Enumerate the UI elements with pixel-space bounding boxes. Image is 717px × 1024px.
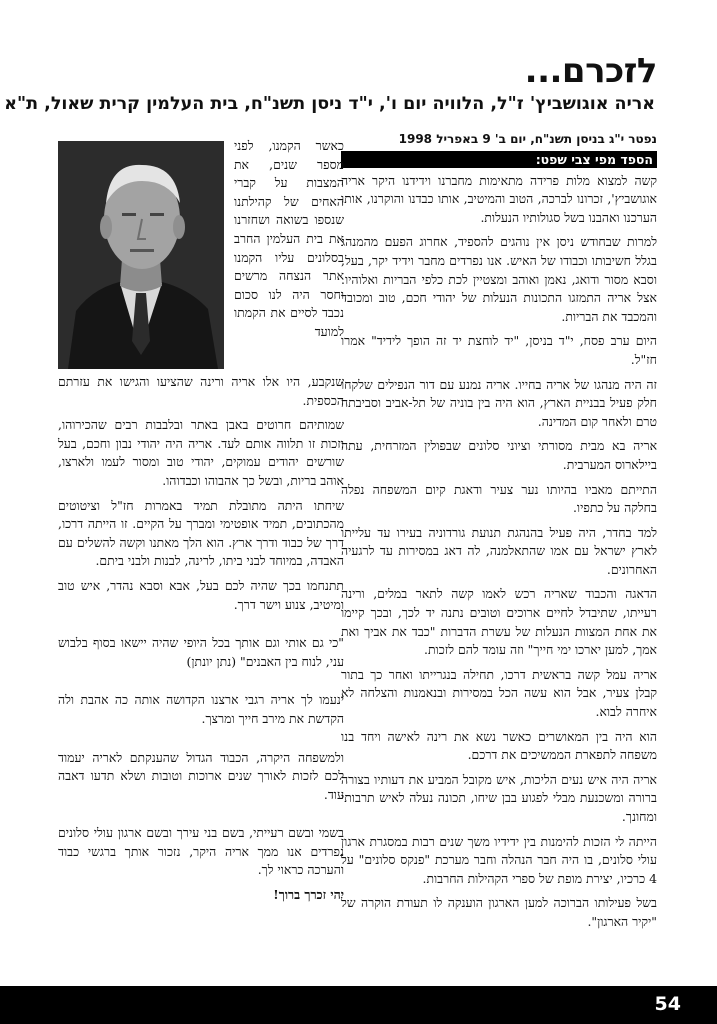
portrait-image: [58, 141, 224, 369]
paragraph: הדאגה והכבוד שאריה רכש לאמו קשה לתאר במלים, ורינה רעייתו, שתיבדל לחיים ארוכים וטובים נתנה יד לכך, ובכך קיימו את אחת המצוות הנעלות של עשרת הדברות "כבד את אביך ואת אמך, למען יארכו ימי חייך" וזה עומד להם לזכות.: [341, 586, 657, 658]
paragraph: שיחתו היתה מתובלת תמיד באמרות חז"ל וציטוטים מהכתובים, תמיד אופטימי ומברך על הקיים. זו הייתה דרכו, דרך של כבוד ודרך ארץ. הוא הלך מאתנו וקשה להשלים עם האבדה, במיוחד לבני ביתו, לרינה, לבנות ולבני ביתם.: [58, 497, 344, 569]
paragraph: אריה היה איש נעים הליכות, איש מקובל המביע את דעותיו בצורה ברורה ומשכנעת מבלי לפגוע בבן שיחו, תכונה נעלה לאיש תרבותי ומחונך.: [341, 771, 657, 824]
paragraph: שנקבע, היו אלו אריה ורינה שהציעו והגישו את עזרתם הכספית.: [58, 374, 344, 408]
paragraph: אריה עמל קשה בראשית דרכו, תחילה בנגרייתו ואחר כך בתור קבלן צעיר, אבל הוא עשה הכל במסירות ובנאמנות והצלחה לא איחרה לבוא.: [341, 666, 657, 720]
paragraph: זה היה מנהגו של אריה בחייו. אריה נמנע עם דור הנפילים שלקחו חלק פעיל בבניית הארץ, הוא היה בין בוניה של תל-אביב וסביבתה טרם ולאחר קום המדינה.: [341, 376, 657, 429]
portrait-photo: [58, 141, 224, 369]
paragraph: ינעמו לך אריה רגבי ארצנו הקדושה אותה כה אהבת ולה הקדשת את מירב חייך ומרצך.: [58, 692, 344, 726]
page-number: 54: [654, 993, 681, 1015]
right-column: [341, 130, 657, 938]
paragraph: למד בחדר, היה פעיל בהנהגת תנועת גורדוניה בעירו עד עלייתו לארץ ישראל עם אמו שהתאלמנה, לה דאג במסירות עד לרגעיה האחרונים.: [341, 524, 657, 577]
paragraph: בשמי ובשם רעייתי, בשם בני עירך ובשם ארגון עולי סלונים נפרדים אנו ממך אריה היקר, נזכור אותך ברגשי כבוד והערכה כראוי לך.: [58, 825, 344, 878]
narrow-text: כאשר הקמנו, לפני מספר שנים, את המצבות על קברי האחים של קהילתנו שנספו בשואה ושחזרנו את בית העלמין החרב בסלונים עליו הקמנו אתר הנצחה מרשים וחסר היה לנו סכום נכבד לסיים את הקמתו למועד: [234, 138, 344, 339]
paragraph: היום ערב פסח, י"ד בניסן, "יד לוחצת יד זה הופך לידיד" אמרו חז"ל.: [341, 333, 657, 367]
paragraph: אריה בא מבית מסורתי וציוני סלונים שבפולין המזרחית, עתה ביילארוס המערבית.: [341, 438, 657, 472]
footer-bar: [0, 986, 717, 1024]
page-subtitle: אריה אוגושביץ' ז"ל, הלוויה יום ו', י"ד ניסן תשנ"ח, בית העלמין קרית שאול, ת"א: [4, 94, 655, 114]
eulogy-banner: הספד מפי צבי שפט:: [341, 151, 657, 168]
paragraph: הוא היה בין המאושרים כאשר נשא את רינה לאישה ויחד בנו משפחה לתפארת הממשיכים את דרכם.: [341, 728, 657, 763]
paragraph: בשל פעילותו הברוכה למען הארגון הוענקה לו תעודת הוקרה של "יקיר הארגון".: [341, 895, 657, 929]
poem-quote: "כי גם אותי וגם אותך בכל היופי שהיה יישאו בסוף בלבוש עני, לנוח בין האבנים" (נתן יונתן): [58, 635, 344, 669]
paragraph: הייתה לי הזכות להימנות בין ידידיו משך שנים רבות במסגרת ארגון עולי סלונים, בו היה חבר הנהלה וחבר מערכת "פנקס סלונים" על 4 כרכיו, יצירת מופת של ספרי הקהילות החרבות.: [341, 833, 657, 886]
paragraph: ולמשפחה היקרה, הכבוד הגדול שהענקתם לאריה יעמוד לכם לזכות לאורך שנים ארוכות וטובות ושלא תדעו דאבה עוד.: [58, 749, 344, 802]
paragraph: שמותיהם חרוטים באבן באתר ובלבבות רבים שהכירוהו, וזכות זו תלווה אותם לעד. אריה היה יהודי נבון וחכם, בעל שורשים יהודים עמוקים, יהודי טוב ומסור לעמו ולארצו, אוהב בריות, ובשל כך אהבוהו וכבדוהו.: [58, 417, 344, 488]
death-date-line: נפטר י"ג בניסן תשנ"ח, יום ב' 9 באפריל 1998: [398, 132, 657, 146]
left-column: [58, 137, 344, 911]
paragraph: למרות שבחודש ניסן אין נוהגים להספיד, אחרוג הפעם מהמנהג בגלל חשיבותו וכבודו של האיש. אנו נפרדים מחבר וידיד יקר, בעל, וסבא מסור ודואג, נאמן ואוהב ומצטיין לכת כלפי הבריות ואלוהיו. אצל אריה התמזגו התכונות הנעלות של יהודי חכם, טוב ומכובד והמכבד את הבריות.: [341, 234, 657, 324]
paragraph: קשה למצוא מלות פרידה מתאימות מחברנו וידידנו היקר אריה אוגושביץ', זכרונו לברכה, הטוב והמיטיב, אותו כבדנו והוקרנו, אותו הערכנו ואהבנו בשל סגולותיו הנעלות.: [341, 172, 657, 225]
paragraph: תתנחמו בכך שהיה לכם בעל, אבא וסבא נהדר, איש טוב ומיטיב, צנוע וישר דרך.: [58, 577, 344, 612]
paragraph: התייתם מאביו בהיותו נער צעיר ודאגת קיום המשפחה נפלה בחלקה על כתפיו.: [341, 481, 657, 516]
page-title: לזכרם...: [524, 51, 657, 91]
closing-blessing: יהי זכרך ברוך!: [273, 887, 344, 903]
